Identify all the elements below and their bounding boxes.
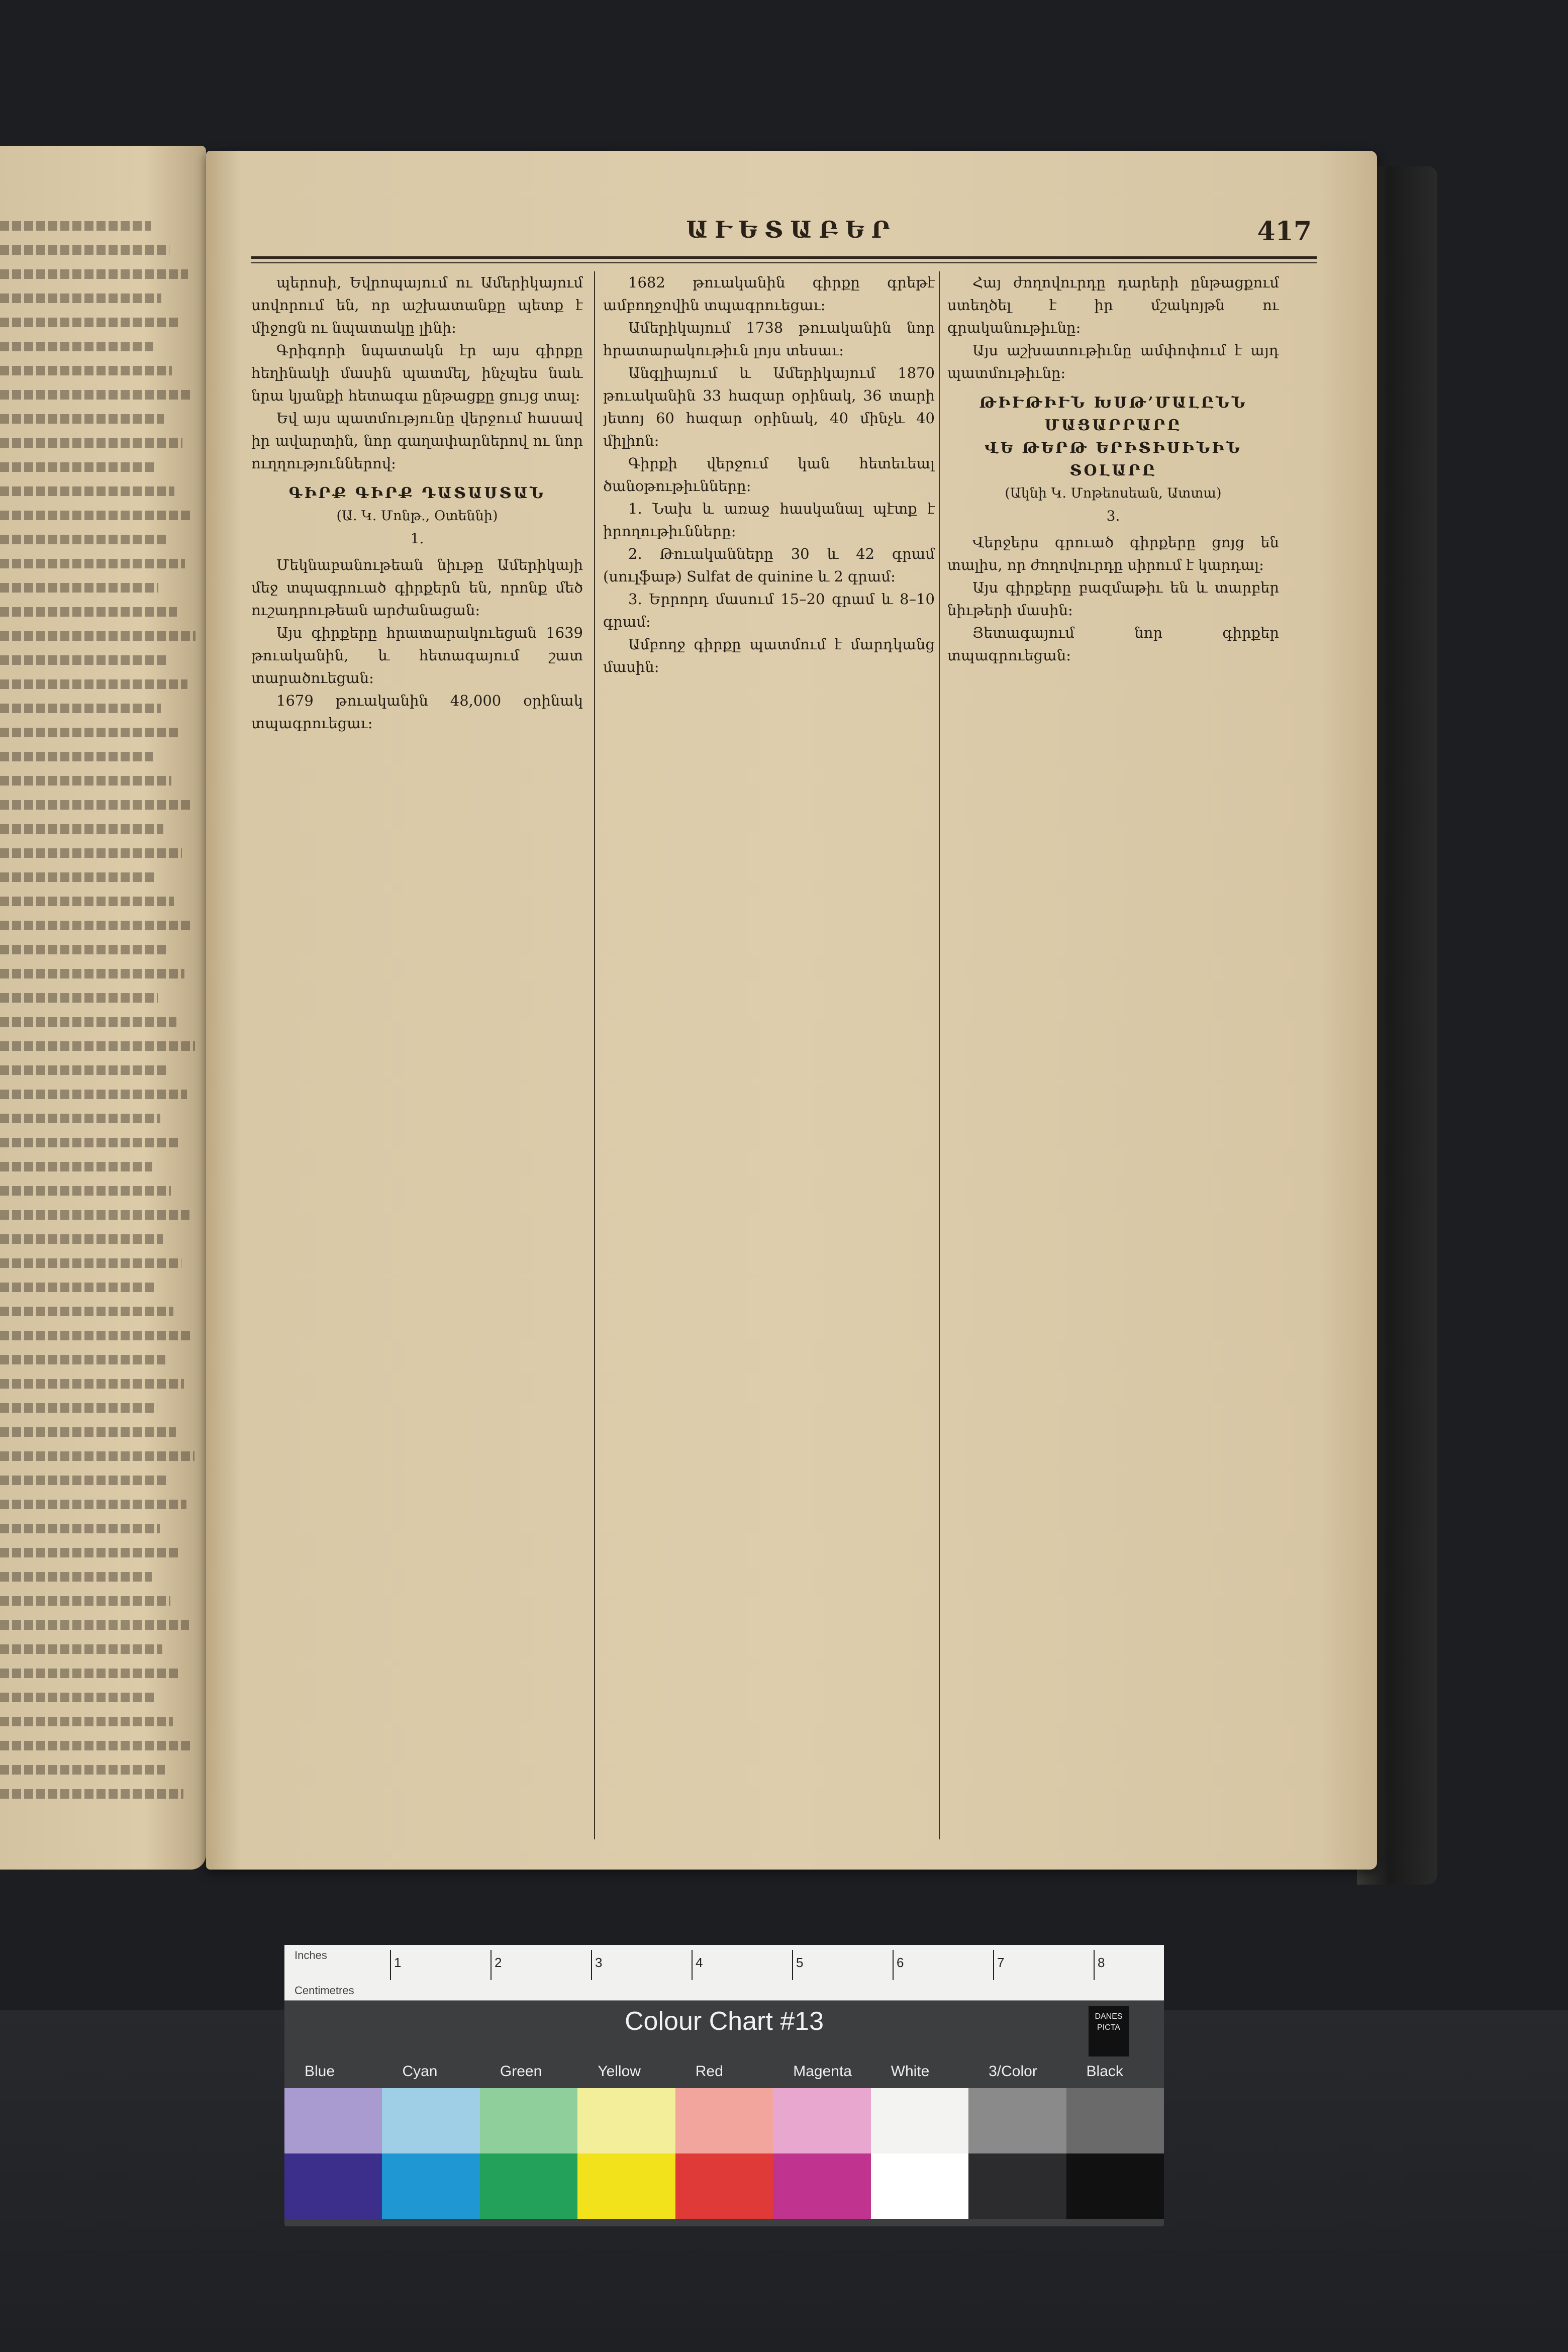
text-line (0, 511, 193, 520)
column-1 (251, 271, 583, 1880)
text-line (0, 704, 161, 713)
text-line (0, 1572, 152, 1582)
ruler-tick (792, 1950, 793, 1980)
text-line (0, 1234, 163, 1244)
text-line (0, 1283, 155, 1292)
paragraph: 1679 թուականին 48,000 օրինակ տպագրուեցաւ։ (251, 692, 583, 732)
text-line (0, 1548, 178, 1557)
text-line (0, 1403, 157, 1413)
color-patch (284, 2088, 382, 2153)
paragraph: Այս գիրքերը բազմաթիւ են և տարբեր նիւթերի մասին։ (947, 579, 1279, 619)
right-page (206, 151, 1377, 1870)
text-line (0, 1741, 191, 1750)
column-3 (947, 271, 1279, 1880)
text-line (0, 1114, 160, 1123)
ruler-number: 5 (796, 1955, 804, 1970)
swatch-label: Cyan (402, 2063, 438, 2080)
text-line (0, 1065, 168, 1075)
text-line (0, 1644, 162, 1654)
ruler-inches-label: Inches (295, 1949, 327, 1962)
paragraph: 3. Երրորդ մասում 15–20 գրամ և 8–10 գրամ։ (603, 591, 935, 630)
text-line (0, 969, 184, 978)
text-line (0, 1476, 168, 1485)
text-line (0, 342, 153, 351)
column-rule (939, 271, 940, 1839)
section-byline: (Ակնի Կ. Մոթեոսեան, Ատտա) (1005, 485, 1222, 501)
ruler (284, 1945, 1164, 2001)
text-line (0, 1017, 176, 1027)
color-patch (871, 2153, 968, 2219)
paragraph: Վերջերս գրուած գիրքերը ցոյց են տալիս, որ ժողովուրդը սիրում է կարդալ։ (947, 534, 1279, 573)
text-line (0, 1524, 160, 1533)
page-number: 417 (1257, 216, 1312, 247)
text-line (0, 1669, 181, 1678)
text-line (0, 535, 166, 544)
text-line (0, 1355, 165, 1364)
text-line (0, 655, 169, 665)
text-line (0, 1451, 194, 1461)
paragraph: պերոսի, Եվրոպայում ու Ամերիկայում սովորում են, որ աշխատանքը պետք է միջոցն ու նպատակը լինի։ (251, 274, 583, 336)
column-rule (594, 271, 595, 1839)
color-patch (675, 2153, 773, 2219)
text-line (0, 1765, 165, 1775)
paragraph: Մեկնաբանութեան նիւթը Ամերիկայի մեջ տպագրուած գիրքերն են, որոնք մեծ ուշադրութեան արժանացան։ (251, 556, 583, 619)
text-line (0, 390, 190, 400)
ruler-tick (993, 1950, 994, 1980)
paragraph: Այս գիրքերը հրատարակուեցան 1639 թուականին, և հետագայում շատ տարածուեցան։ (251, 624, 583, 687)
color-patch (968, 2088, 1066, 2153)
text-line (0, 679, 187, 689)
text-line (0, 824, 163, 834)
paragraph: Անգլիայում և Ամերիկայում 1870 թուականին 33 հազար օրինակ, 36 տարի յետոյ 60 հազար օրինակ, 40 մինչև 40 միլիոն։ (603, 364, 935, 449)
color-patch (773, 2088, 870, 2153)
text-line (0, 631, 195, 641)
swatch-label: Green (500, 2063, 542, 2080)
text-line (0, 1596, 170, 1606)
text-line (0, 1331, 192, 1340)
text-line (0, 245, 169, 255)
paragraph: Գիրքի վերջում կան հետեւեալ ծանօթութիւնները։ (603, 455, 935, 495)
text-line (0, 269, 188, 279)
running-title: ԱՒԵՏԱԲԵՐ (686, 216, 897, 243)
section-subheading: ՎԵ ԹԵՐԹ ԵՐԻՏԻՍԻՆԻՆ ՏՕԼԱՐԸ (985, 439, 1242, 479)
text-line (0, 921, 192, 930)
text-line (0, 221, 151, 231)
color-patch (773, 2153, 870, 2219)
paragraph: 2. Թուականները 30 և 42 գրամ (սուլֆաթ) Sulfat de quinine և 2 գրամ։ (603, 545, 935, 585)
text-line (0, 1427, 176, 1437)
section-byline: (Ա. Կ. Մոնթ., Օտեննի) (336, 508, 498, 524)
ruler-tick (491, 1950, 492, 1980)
paragraph: Յետագայում նոր գիրքեր տպագրուեցան։ (947, 624, 1279, 664)
swatch-label: Magenta (793, 2063, 852, 2080)
text-line (0, 462, 156, 472)
color-patch (480, 2153, 577, 2219)
paragraph: Եվ այս պատմությունը վերջում հասավ իր ավարտին, նոր գաղափարներով ու նոր ուղղություններով։ (251, 410, 583, 472)
swatch-labels (284, 2063, 1164, 2083)
text-line (0, 438, 182, 448)
swatch-label: White (891, 2063, 930, 2080)
color-patch (968, 2153, 1066, 2219)
color-patch (871, 2088, 968, 2153)
chart-logo: DANES PICTA (1089, 2006, 1129, 2056)
header-rule-thin (251, 262, 1317, 263)
text-line (0, 293, 161, 303)
swatch-label: Black (1086, 2063, 1123, 2080)
paragraph: 1. Նախ և առաջ հասկանալ պէտք է իրողութիւնները։ (603, 500, 935, 540)
header-rule (251, 256, 1317, 259)
text-line (0, 1693, 154, 1702)
text-line (0, 414, 164, 424)
text-line (0, 1789, 183, 1799)
ruler-number: 3 (595, 1955, 603, 1970)
left-page (0, 146, 206, 1870)
section-number: 1. (410, 530, 424, 547)
ruler-number: 2 (495, 1955, 502, 1970)
text-line (0, 1138, 179, 1147)
color-patch (382, 2153, 479, 2219)
ruler-tick (692, 1950, 693, 1980)
color-patch (577, 2088, 675, 2153)
text-line (0, 1162, 152, 1171)
color-patch (1066, 2088, 1164, 2153)
ruler-cm-label: Centimetres (295, 1984, 354, 1997)
paragraph: 1682 թուականին գիրքը գրեթէ ամբողջովին տպագրուեցաւ։ (603, 274, 935, 314)
ruler-tick (893, 1950, 894, 1980)
text-line (0, 1500, 186, 1509)
color-patch (480, 2088, 577, 2153)
text-line (0, 848, 182, 858)
paragraph: Հայ ժողովուրդը դարերի ընթացքում ստեղծել է իր մշակոյթն ու գրականութիւնը։ (947, 274, 1279, 336)
colour-chart (284, 1945, 1164, 2226)
text-line (0, 1307, 173, 1316)
text-line (0, 728, 179, 737)
text-line (0, 945, 166, 954)
ruler-number: 7 (997, 1955, 1005, 1970)
text-line (0, 993, 158, 1003)
ruler-tick (390, 1950, 391, 1980)
text-line (0, 752, 153, 761)
chart-title: Colour Chart #13 (625, 2007, 824, 2036)
column-2 (603, 271, 935, 1880)
paragraph: Ամբողջ գիրքը պատմում է մարդկանց մասին։ (603, 636, 935, 675)
ruler-number: 1 (394, 1955, 402, 1970)
color-patch (675, 2088, 773, 2153)
masthead (251, 216, 1332, 261)
text-line (0, 607, 177, 617)
text-line (0, 583, 158, 593)
swatch-label: Yellow (598, 2063, 641, 2080)
paragraph: Գրիգորի նպատակն էր այս գիրքը հեղինակի մասին պատմել, ինչպես նաև նրա կյանքի հետագա ընթացքը ցույց տալ։ (251, 342, 583, 404)
left-page-text (0, 221, 201, 1829)
text-line (0, 318, 180, 327)
text-line (0, 872, 155, 882)
text-line (0, 1620, 189, 1630)
text-line (0, 1379, 184, 1389)
section-number: 3. (1106, 508, 1120, 524)
paragraph: Այս աշխատութիւնը ամփոփում է այդ պատմութիւնը։ (947, 342, 1279, 381)
text-line (0, 800, 190, 810)
text-line (0, 1090, 187, 1099)
text-line (0, 1210, 189, 1220)
color-patch (382, 2088, 479, 2153)
text-line (0, 559, 185, 568)
paragraph: Ամերիկայում 1738 թուականին նոր հրատարակութիւն լոյս տեսաւ։ (603, 319, 935, 359)
section-heading: ԹԻՒԹԻՒՆ ԽՍԹ’ՄԱԼԸՆՆ ՄԱՑԱՐՐԱՐԸ (979, 394, 1247, 434)
ruler-number: 6 (897, 1955, 904, 1970)
text-line (0, 486, 174, 496)
text-line (0, 897, 174, 906)
text-line (0, 1186, 171, 1196)
text-line (0, 776, 171, 786)
ruler-number: 4 (696, 1955, 703, 1970)
swatch-label: Blue (305, 2063, 335, 2080)
ruler-number: 8 (1098, 1955, 1105, 1970)
text-line (0, 1258, 181, 1268)
ruler-tick (1094, 1950, 1095, 1980)
text-line (0, 366, 172, 375)
swatch-label: 3/Color (989, 2063, 1037, 2080)
ruler-tick (591, 1950, 592, 1980)
color-patch (284, 2153, 382, 2219)
text-line (0, 1717, 173, 1726)
section-heading: ԳԻՐՔ ԳԻՐՔ ԴԱՏԱՍՏԱՆ (288, 484, 546, 502)
swatch-label: Red (695, 2063, 723, 2080)
text-line (0, 1041, 195, 1051)
color-patch (1066, 2153, 1164, 2219)
color-patch (577, 2153, 675, 2219)
